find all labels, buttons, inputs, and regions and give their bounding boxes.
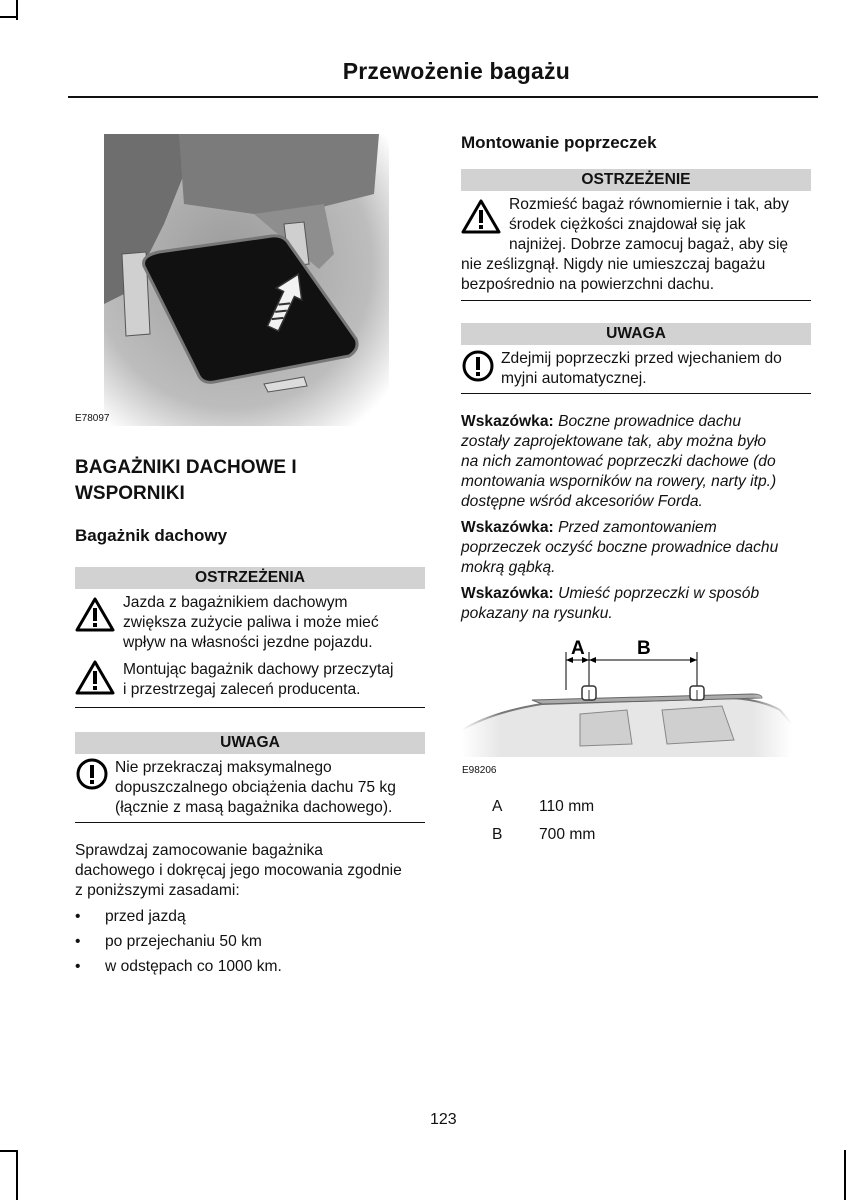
warning-text-line1: Rozmieść bagaż równomiernie i tak, aby — [509, 196, 789, 213]
warnings-heading: OSTRZEŻENIA — [75, 567, 425, 589]
warning-text-1-line3: wpływ na własności jezdne pojazdu. — [123, 634, 373, 651]
notice-text-1-line2: dopuszczalnego obciążenia dachu 75 kg — [115, 779, 396, 796]
warning-text-1-line2: zwiększa zużycie paliwa i może mieć — [123, 614, 379, 631]
bullet-item — [75, 932, 425, 952]
page-number: 123 — [430, 1111, 457, 1128]
crop-mark-top-left-h — [0, 16, 18, 18]
warning-note-1 — [75, 593, 425, 653]
notice-exclamation-icon — [75, 757, 109, 791]
figure-code-2: E98206 — [462, 765, 497, 776]
body-line2: dachowego i dokręcaj jego mocowania zgodnie — [75, 862, 402, 879]
section-heading-line1: BAGAŻNIKI DACHOWE I — [75, 457, 297, 478]
warning-note-2 — [75, 660, 425, 700]
bullet-item — [75, 907, 425, 927]
tip-label: Wskazówka: — [461, 519, 554, 536]
tip-3 — [461, 584, 811, 624]
notice-text-1-line1: Nie przekraczaj maksymalnego — [115, 759, 332, 776]
crop-mark-bottom-left-h — [0, 1150, 18, 1152]
notice-heading: UWAGA — [461, 323, 811, 345]
header-rule — [68, 96, 818, 98]
tip-1-line1: Boczne prowadnice dachu — [558, 413, 741, 430]
crop-mark-bottom-right — [844, 1150, 846, 1200]
cargo-floor-illustration — [104, 134, 389, 426]
notice-note-right — [461, 349, 811, 389]
tip-1-line5: dostępne wśród akcesoriów Forda. — [461, 493, 703, 510]
warning-note-right — [461, 195, 811, 295]
warning-triangle-icon — [461, 199, 501, 235]
dimension-value-b: 700 mm — [539, 826, 596, 843]
bullet-icon: • — [75, 958, 81, 975]
tip-1-line3: na nich zamontować poprzeczki dachowe (do — [461, 453, 776, 470]
tip-2 — [461, 518, 811, 578]
tip-2-line2: poprzeczek oczyść boczne prowadnice dachu — [461, 539, 779, 556]
cross-bar-diagram — [462, 632, 792, 757]
bullet-icon: • — [75, 933, 81, 950]
tip-1-line2: zostały zaprojektowane tak, aby można było — [461, 433, 767, 450]
tip-1-line4: montowania wsporników na rowery, narty itp.) — [461, 473, 777, 490]
dimension-key-a: A — [492, 798, 503, 815]
warning-text-2-line1: Montując bagażnik dachowy przeczytaj — [123, 661, 394, 678]
crop-mark-bottom-left — [16, 1150, 18, 1200]
warning-text-line5: bezpośrednio na powierzchni dachu. — [461, 276, 715, 293]
warning-heading: OSTRZEŻENIE — [461, 169, 811, 191]
notice-note-1 — [75, 758, 425, 818]
warning-text-1-line1: Jazda z bagażnikiem dachowym — [123, 594, 348, 611]
warning-triangle-icon — [75, 597, 115, 633]
tip-label: Wskazówka: — [461, 585, 554, 602]
body-line3: z poniższymi zasadami: — [75, 882, 240, 899]
notice-text-1-line3: (łącznie z masą bagażnika dachowego). — [115, 799, 393, 816]
section-heading-line2: WSPORNIKI — [75, 483, 185, 504]
warning-triangle-icon — [75, 660, 115, 696]
tip-3-line2: pokazany na rysunku. — [461, 605, 613, 622]
warning-text-line4: nie ześlizgnął. Nigdy nie umieszczaj bagażu — [461, 256, 766, 273]
tip-2-line3: mokrą gąbką. — [461, 559, 556, 576]
tip-2-line1: Przed zamontowaniem — [558, 519, 717, 536]
left-column — [75, 455, 425, 977]
warning-text-2-line2: i przestrzegaj zaleceń producenta. — [123, 681, 361, 698]
bullet-icon: • — [75, 908, 81, 925]
tip-3-line1: Umieść poprzeczki w sposób — [558, 585, 760, 602]
right-column — [461, 133, 811, 624]
bullet-text: przed jazdą — [105, 908, 186, 925]
bullet-text: po przejechaniu 50 km — [105, 933, 262, 950]
notice-text-line1: Zdejmij poprzeczki przed wjechaniem do — [501, 350, 782, 367]
bullet-text: w odstępach co 1000 km. — [105, 958, 282, 975]
warning-text-line2: środek ciężkości znajdował się jak — [509, 216, 746, 233]
notice-heading: UWAGA — [75, 732, 425, 754]
warning-text-line3: najniżej. Dobrze zamocuj bagaż, aby się — [509, 236, 789, 253]
notice-text-line2: myjni automatycznej. — [501, 370, 647, 387]
notice-exclamation-icon — [461, 349, 495, 383]
tip-label: Wskazówka: — [461, 413, 554, 430]
bullet-item — [75, 957, 425, 977]
figure-code: E78097 — [75, 413, 110, 424]
page-title: Przewożenie bagażu — [342, 58, 570, 84]
dimension-value-a: 110 mm — [539, 798, 595, 815]
tip-1 — [461, 412, 811, 512]
subheading-cross-bars: Montowanie poprzeczek — [461, 133, 657, 152]
subheading-roof-rack: Bagażnik dachowy — [75, 526, 228, 545]
dimension-key-b: B — [492, 826, 503, 843]
body-line1: Sprawdzaj zamocowanie bagażnika — [75, 842, 323, 859]
